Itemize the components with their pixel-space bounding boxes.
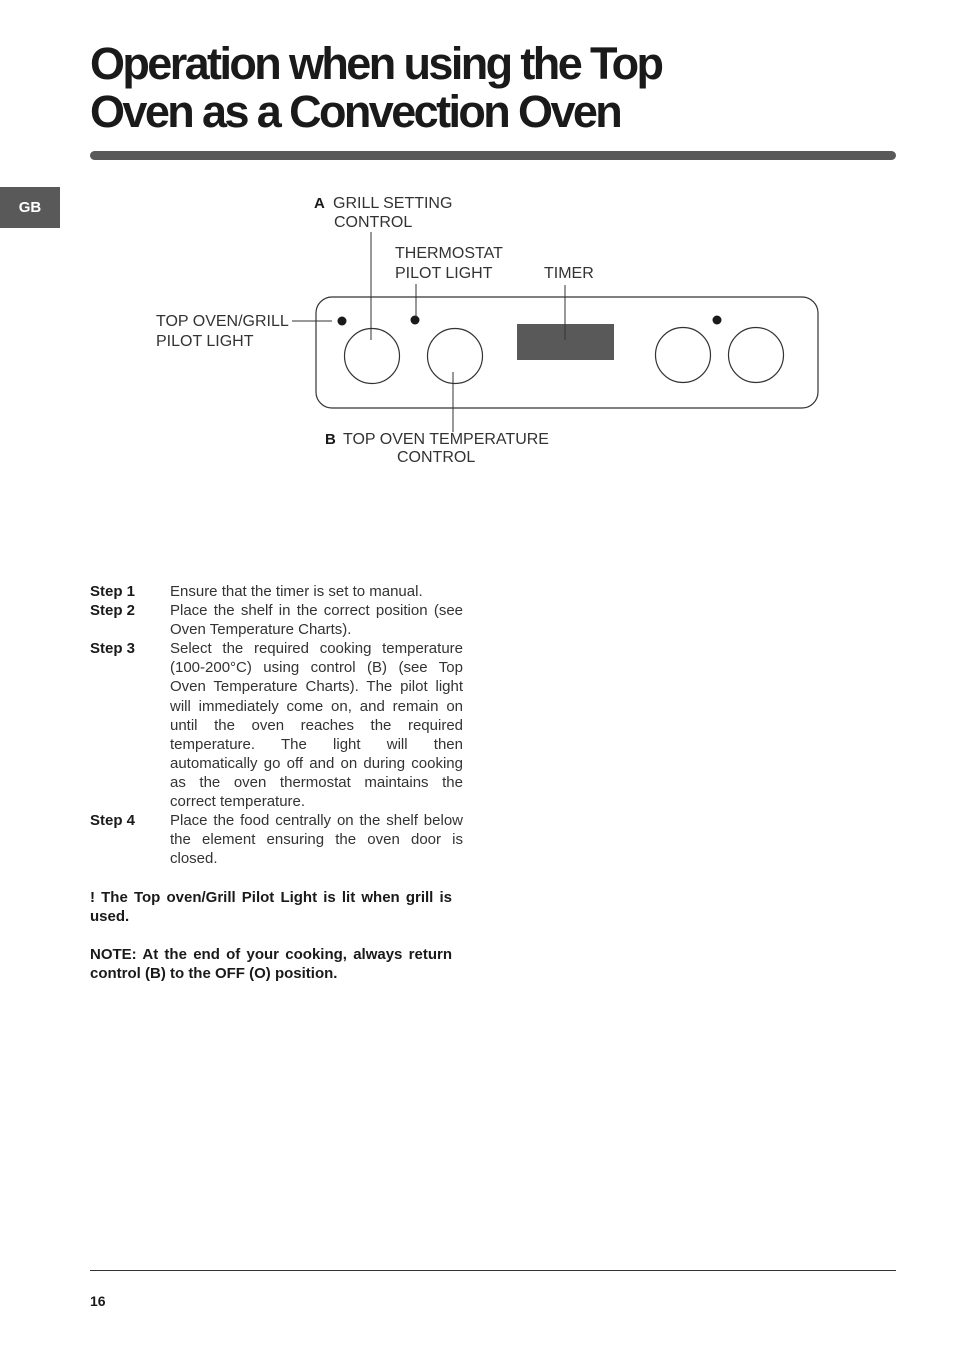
- right-pilot-light: [713, 316, 722, 325]
- step-label: Step 2: [90, 602, 136, 620]
- page-number: 16: [90, 1293, 106, 1309]
- footer-rule: [90, 1270, 896, 1271]
- step-item: [90, 811, 463, 868]
- steps-list: [90, 582, 463, 868]
- top-oven-temperature-knob: [428, 329, 483, 384]
- step-item: [90, 582, 463, 601]
- label-timer: TIMER: [544, 265, 594, 282]
- top-oven-grill-pilot-light: [338, 317, 347, 326]
- control-panel-diagram: [0, 0, 954, 480]
- thermostat-pilot-light: [411, 316, 420, 325]
- step-label: Step 1: [90, 583, 136, 600]
- label-grill-setting-line2: CONTROL: [334, 214, 413, 231]
- step-text: Select the required cooking temperature (100-200°C) using control (B) (see Top Oven Temperature Charts). The pilot light will immediately come on, and remain on until the oven reaches the required temperature. The light will then automatically go off and on during cooking as the oven thermostat maintains the correct temperature.: [170, 640, 463, 811]
- label-thermostat-line2: PILOT LIGHT: [395, 265, 493, 282]
- end-of-cooking-note: NOTE: At the end of your cooking, always return control (B) to the OFF (O) position.: [90, 946, 452, 982]
- label-top-oven-temp-line2: CONTROL: [397, 449, 476, 466]
- step-text: Ensure that the timer is set to manual.: [170, 583, 423, 600]
- step-label: Step 4: [90, 812, 136, 830]
- step-label: Step 3: [90, 640, 136, 658]
- step-item: [90, 601, 463, 639]
- step-item: [90, 639, 463, 811]
- grill-pilot-note: ! The Top oven/Grill Pilot Light is lit when grill is used.: [90, 889, 452, 925]
- title-line-2: Oven as a Convection Oven: [90, 86, 621, 137]
- step-text: Place the shelf in the correct position (see Oven Temperature Charts).: [170, 602, 463, 639]
- label-grill-setting-line1: GRILL SETTING: [333, 195, 453, 212]
- label-top-oven-grill-line2: PILOT LIGHT: [156, 333, 254, 350]
- label-b-letter: B: [325, 431, 336, 448]
- label-top-oven-grill-line1: TOP OVEN/GRILL: [156, 313, 289, 330]
- language-tab: GB: [0, 187, 60, 228]
- title-line-1: Operation when using the Top: [90, 38, 662, 89]
- label-a-letter: A: [314, 195, 325, 212]
- grill-setting-knob: [345, 329, 400, 384]
- label-thermostat-line1: THERMOSTAT: [395, 245, 503, 262]
- right-knob-2: [729, 328, 784, 383]
- label-top-oven-temp-line1: TOP OVEN TEMPERATURE: [343, 431, 549, 448]
- right-knob-1: [656, 328, 711, 383]
- step-text: Place the food centrally on the shelf below the element ensuring the oven door is closed.: [170, 812, 463, 868]
